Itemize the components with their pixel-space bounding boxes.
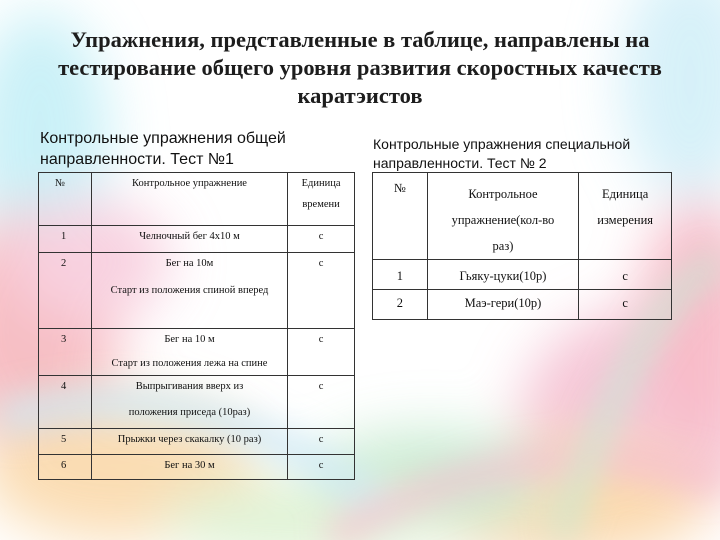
exercise-header [427,173,579,260]
table-row [39,253,355,329]
table-row [373,290,672,320]
exercise-cell: Прыжки через скакалку (10 раз) [91,429,287,455]
exercise-cell [91,376,287,429]
general-tests-heading: Контрольные упражнения общей направленности. Тест №1 [40,130,286,168]
unit-cell: с [288,429,355,455]
exercise-cell: Гьяку-цуки(10р) [427,260,579,290]
unit-cell: с [288,376,355,429]
table-row [373,260,672,290]
unit-header [288,173,355,226]
unit-cell: с [288,455,355,480]
exercise-text: Бег на 10м [165,258,214,269]
row-number: 2 [39,253,92,329]
row-number: 2 [373,290,428,320]
exercise-extra-text: Старт из положения спиной вперед [110,285,269,296]
table-row [39,329,355,376]
table-row [39,376,355,429]
num-header: № [373,173,428,260]
exercise-text: Выпрыгивания вверх из [135,381,244,392]
table-row [39,429,355,455]
row-number: 1 [39,226,92,253]
row-number: 6 [39,455,92,480]
row-number: 5 [39,429,92,455]
exercise-cell: Челночный бег 4х10 м [91,226,287,253]
exercise-extra-text: Старт из положения лежа на спине [111,358,268,369]
row-number: 4 [39,376,92,429]
unit-cell: с [288,253,355,329]
exercise-cell: Бег на 30 м [91,455,287,480]
num-header: № [39,173,92,226]
unit-cell: с [288,329,355,376]
unit-header-line: времени [302,199,340,210]
special-tests-heading: Контрольные упражнения специальной направленности. Тест № 2 [373,136,631,171]
exercise-extra-text: положения приседа (10раз) [128,407,251,418]
page-title: Упражнения, представленные в таблице, направлены на тестирование общего уровня развития скоростных качеств каратэистов [58,27,662,108]
unit-header-line: Единица [301,178,341,189]
exercise-cell [91,253,287,329]
exercise-header: Контрольное упражнение [91,173,287,226]
exercise-text: Бег на 10 м [164,334,215,345]
exercise-header-line: Контрольное [468,187,538,201]
general-tests-table [38,172,355,480]
exercise-cell: Маэ-гери(10р) [427,290,579,320]
exercise-header-line: раз) [492,239,514,253]
row-number: 1 [373,260,428,290]
exercise-header-line: упражнение(кол-во [451,213,555,227]
table-header-row [39,173,355,226]
unit-cell: с [288,226,355,253]
unit-cell: с [579,290,672,320]
exercise-cell [91,329,287,376]
unit-header-line: измерения [597,213,654,227]
table-header-row [373,173,672,260]
row-number: 3 [39,329,92,376]
unit-header [579,173,672,260]
table-row [39,226,355,253]
special-tests-table [372,172,672,320]
unit-header-line: Единица [601,187,649,201]
table-row [39,455,355,480]
unit-cell: с [579,260,672,290]
